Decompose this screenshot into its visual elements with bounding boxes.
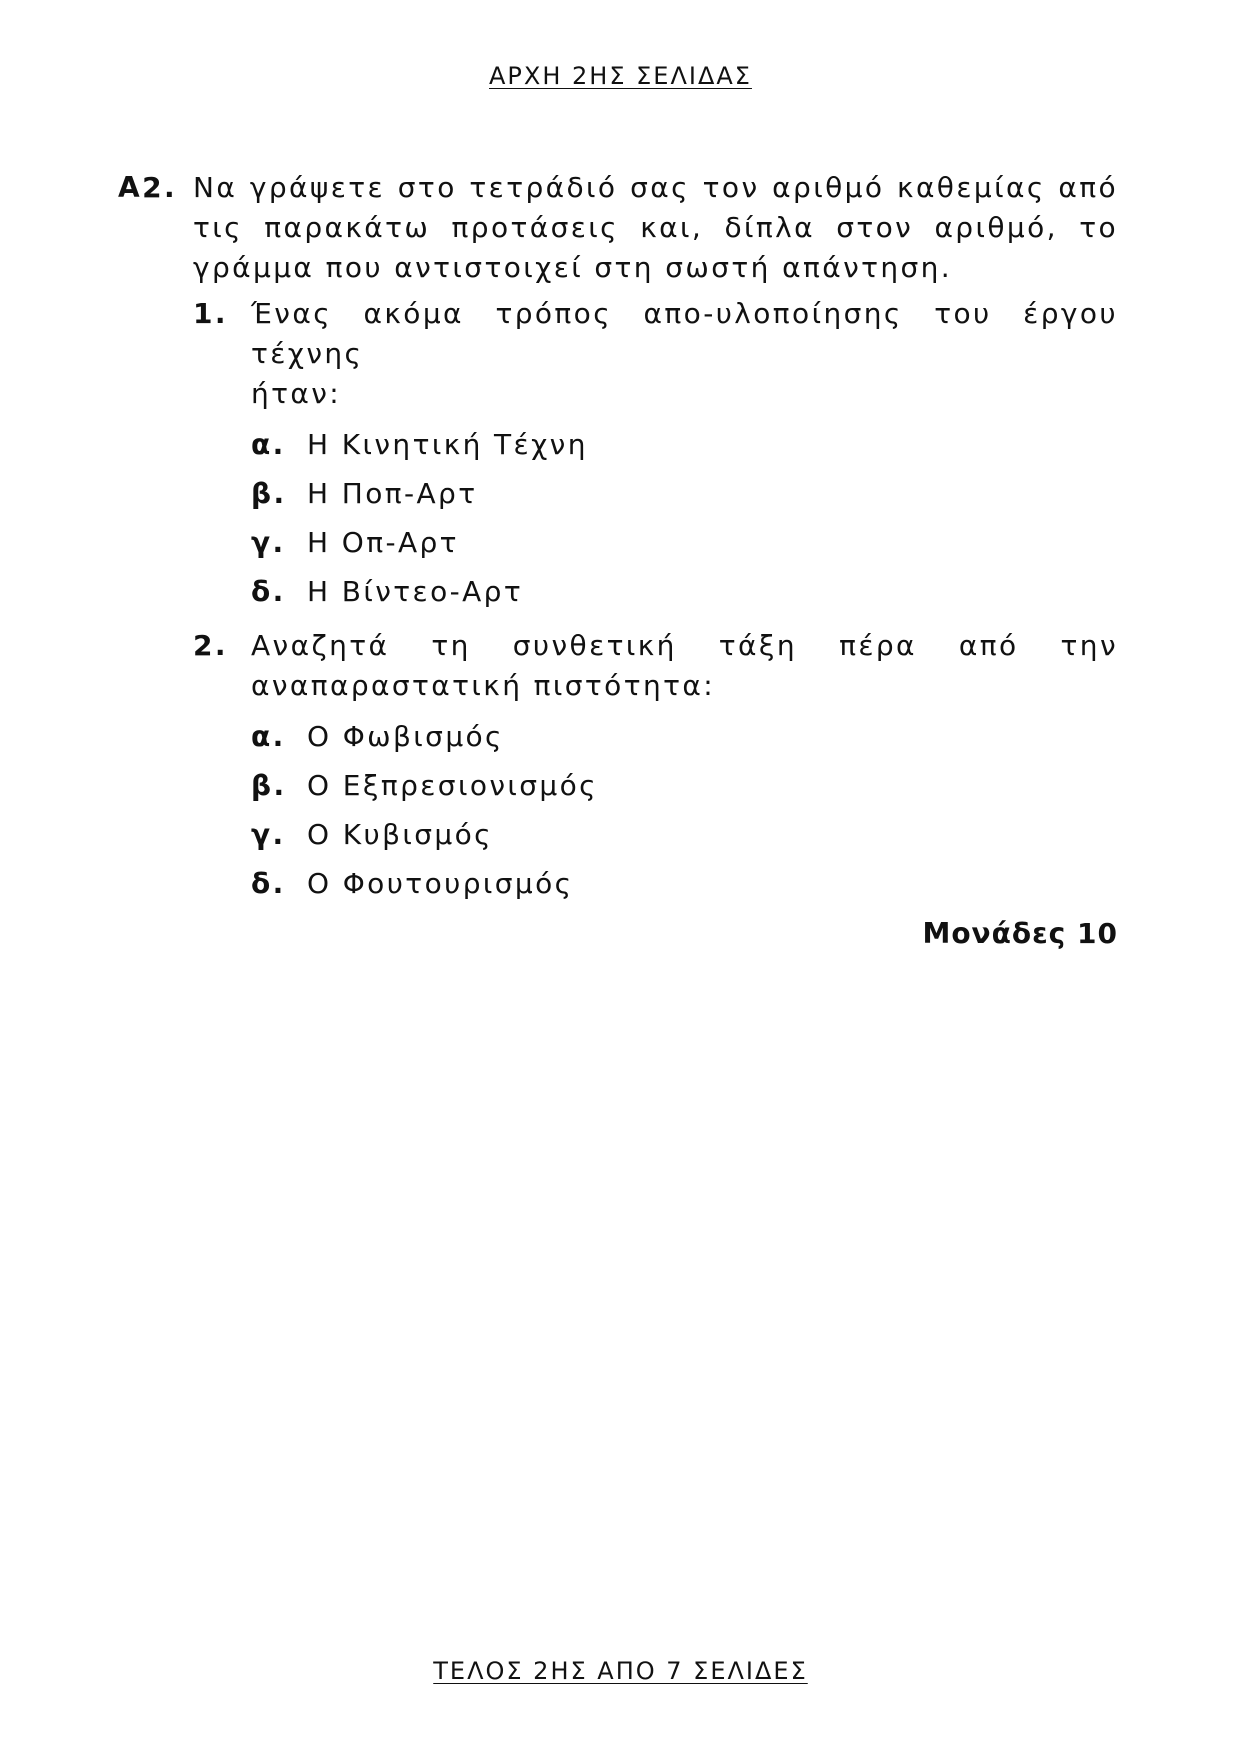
options-list-1 bbox=[251, 420, 1118, 616]
option-item bbox=[251, 518, 1118, 567]
option-text: Ο Φωβισμός bbox=[307, 719, 504, 753]
option-letter: β. bbox=[251, 476, 287, 510]
option-item bbox=[251, 469, 1118, 518]
option-letter: δ. bbox=[251, 866, 286, 900]
option-text: Η Ποπ-Αρτ bbox=[307, 476, 478, 510]
question-label: Α2. bbox=[118, 171, 177, 204]
sub-question-number: 2. bbox=[193, 629, 228, 662]
sub-question-text-line1: Ένας ακόμα τρόπος απο-υλοποίησης του έργου τέχνης bbox=[251, 297, 1118, 370]
option-text: Ο Κυβισμός bbox=[307, 817, 493, 851]
sub-question-2 bbox=[193, 626, 1118, 706]
option-letter: γ. bbox=[251, 525, 286, 559]
page-footer-text: ΤΕΛΟΣ 2ΗΣ ΑΠΟ 7 ΣΕΛΙΔΕΣ bbox=[433, 1657, 808, 1685]
page-footer bbox=[0, 1657, 1241, 1685]
option-text: Η Βίντεο-Αρτ bbox=[307, 574, 524, 608]
option-text: Ο Εξπρεσιονισμός bbox=[307, 768, 599, 802]
sub-question-text-line1: Αναζητά τη συνθετική τάξη πέρα από την bbox=[251, 629, 1118, 662]
option-item bbox=[251, 420, 1118, 469]
option-letter: α. bbox=[251, 427, 286, 461]
option-text: Ο Φουτουρισμός bbox=[307, 866, 574, 900]
sub-question-1 bbox=[193, 294, 1118, 414]
question-text: Να γράψετε στο τετράδιό σας τον αριθμό καθεμίας από τις παρακάτω προτάσεις και, δίπλα στον αριθμό, το γράμμα που αντιστοιχεί στη σωστή απάντηση. bbox=[193, 171, 1118, 284]
question-a2 bbox=[118, 168, 1118, 954]
option-letter: β. bbox=[251, 768, 287, 802]
option-item bbox=[251, 712, 1118, 761]
sub-question-text-line2: ήταν: bbox=[251, 377, 342, 410]
option-item bbox=[251, 761, 1118, 810]
points-label: Μονάδες 10 bbox=[922, 917, 1118, 950]
question-row bbox=[118, 168, 1118, 288]
option-text: Η Οπ-Αρτ bbox=[307, 525, 459, 559]
sub-question-text bbox=[251, 626, 1118, 706]
option-letter: γ. bbox=[251, 817, 286, 851]
option-item bbox=[251, 810, 1118, 859]
option-letter: α. bbox=[251, 719, 286, 753]
page-header-text: ΑΡΧΗ 2ΗΣ ΣΕΛΙΔΑΣ bbox=[489, 62, 752, 90]
sub-question-number: 1. bbox=[193, 297, 228, 330]
option-item bbox=[251, 859, 1118, 908]
sub-question-text bbox=[251, 294, 1118, 414]
option-text: Η Κινητική Τέχνη bbox=[307, 427, 588, 461]
page-header bbox=[0, 62, 1241, 90]
option-letter: δ. bbox=[251, 574, 286, 608]
sub-question-text-line2: αναπαραστατική πιστότητα: bbox=[251, 669, 716, 702]
option-item bbox=[251, 567, 1118, 616]
options-list-2 bbox=[251, 712, 1118, 908]
